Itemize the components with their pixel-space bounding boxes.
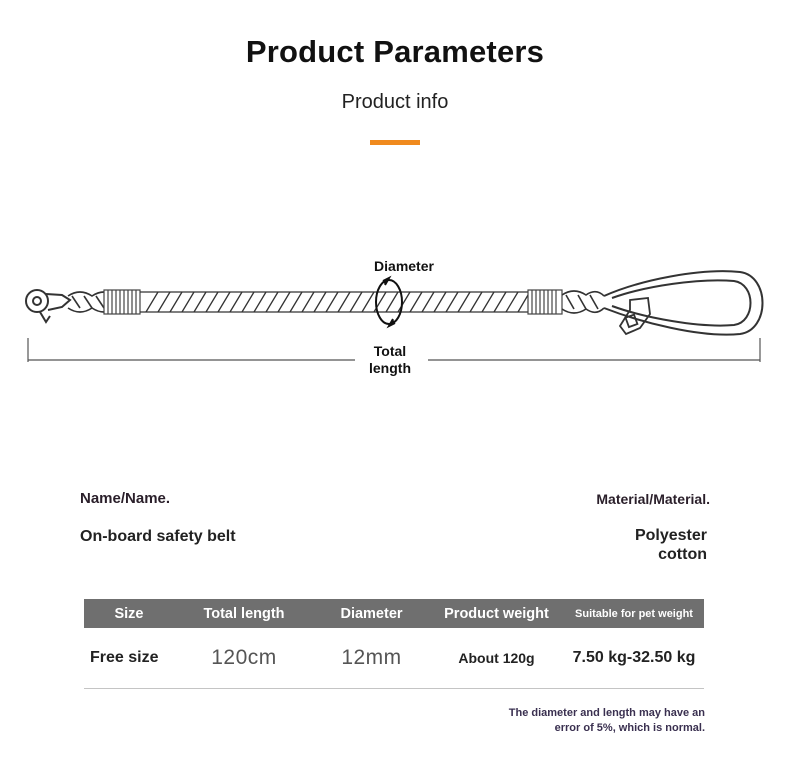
spec-table (84, 599, 704, 689)
material-value-line1: Polyester (634, 527, 707, 544)
total-length-label-line1: Total (373, 343, 407, 359)
material-label: Material/Material. (596, 491, 710, 507)
cell-total-length: 120cm (174, 628, 314, 689)
header-product-weight: Product weight (429, 599, 564, 628)
spec-table-header-row (84, 599, 704, 628)
accent-divider (370, 140, 420, 145)
header-pet-weight: Suitable for pet weight (564, 599, 704, 628)
page-subtitle: Product info (341, 91, 449, 113)
wrap-right (528, 290, 562, 314)
table-row (84, 628, 704, 689)
cell-diameter: 12mm (314, 628, 429, 689)
wrap-left (104, 290, 140, 314)
clip-hook-icon (26, 290, 70, 322)
total-length-label-line2: length (369, 360, 411, 376)
total-length-label (355, 343, 425, 377)
braid-right (562, 291, 604, 313)
rope-body (140, 292, 528, 312)
name-label: Name/Name. (80, 490, 171, 507)
header-size: Size (84, 599, 174, 628)
page-title: Product Parameters (245, 34, 545, 69)
footnote (445, 706, 705, 736)
material-value-line2: cotton (658, 546, 707, 563)
name-value: On-board safety belt (80, 528, 236, 545)
footnote-line2: error of 5%, which is normal. (554, 722, 705, 734)
footnote-line1: The diameter and length may have an (508, 707, 705, 719)
cell-pet-weight: 7.50 kg-32.50 kg (564, 628, 704, 689)
header-total-length: Total length (174, 599, 314, 628)
header-diameter: Diameter (314, 599, 429, 628)
material-value (587, 526, 707, 564)
cell-product-weight: About 120g (429, 628, 564, 689)
diameter-label: Diameter (374, 258, 434, 274)
cell-size: Free size (84, 628, 174, 689)
